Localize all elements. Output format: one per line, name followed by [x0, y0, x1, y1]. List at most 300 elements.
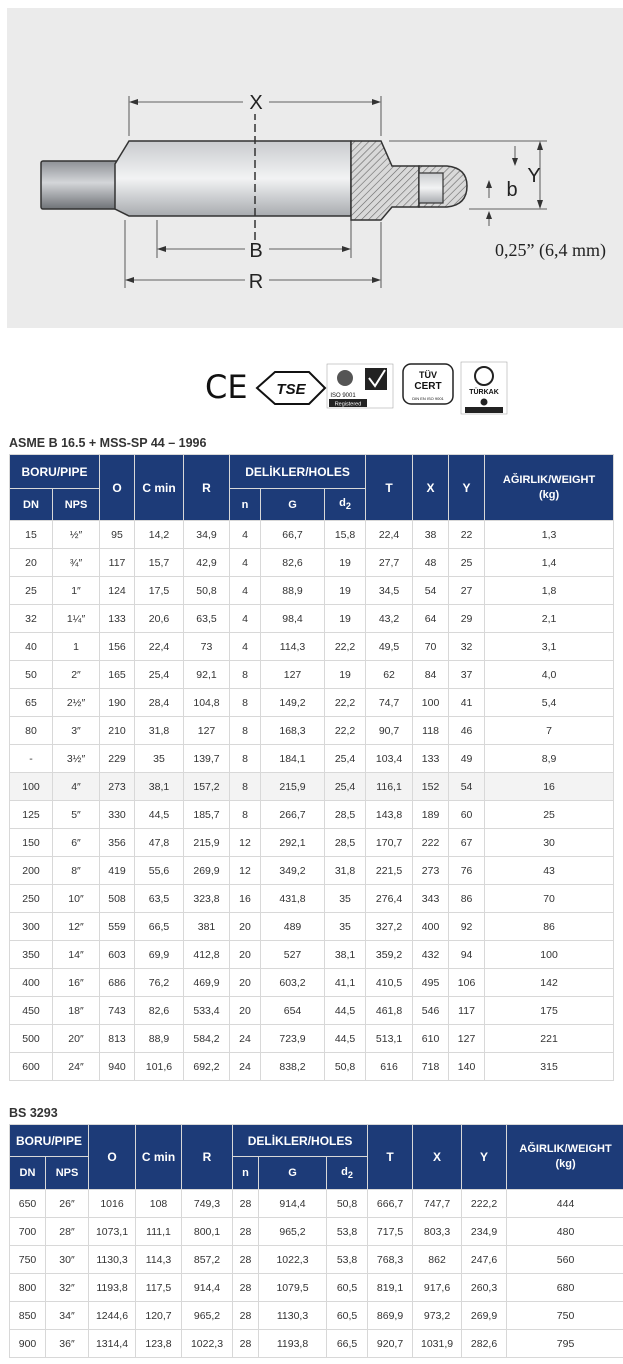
table-cell: 65 [10, 689, 52, 716]
table-cell: 432 [413, 941, 448, 968]
table-cell: 117 [449, 997, 484, 1024]
table-cell: 108 [136, 1190, 181, 1217]
table-cell: 60,5 [327, 1274, 367, 1301]
table-cell: 500 [10, 1025, 52, 1052]
table-cell: 527 [261, 941, 324, 968]
table-cell: 813 [100, 1025, 134, 1052]
table-cell: 60 [449, 801, 484, 828]
table-row [10, 829, 613, 856]
table-cell: 40 [10, 633, 52, 660]
table-cell: 900 [10, 1330, 45, 1357]
svg-text:TSE: TSE [276, 381, 306, 398]
table-cell: 8 [230, 717, 260, 744]
table-cell: 69,9 [135, 941, 183, 968]
table-cell: 16 [230, 885, 260, 912]
table-cell: 600 [10, 1053, 52, 1080]
table-cell: 1244,6 [89, 1302, 135, 1329]
table-cell: 190 [100, 689, 134, 716]
table-row [10, 801, 613, 828]
table-cell: 18″ [53, 997, 99, 1024]
svg-text:DIN EN ISO 9001: DIN EN ISO 9001 [412, 396, 444, 401]
table-cell: 66,5 [135, 913, 183, 940]
table-cell: 32 [10, 605, 52, 632]
table-row [10, 605, 613, 632]
table-cell: 42,9 [184, 549, 229, 576]
dimension-table-bs [9, 1124, 623, 1358]
header-g: G [259, 1157, 326, 1189]
table-cell: 444 [507, 1190, 623, 1217]
table-cell: 8 [230, 689, 260, 716]
table-cell: 4″ [53, 773, 99, 800]
table-cell: 50,8 [184, 577, 229, 604]
table-cell: 330 [100, 801, 134, 828]
table-cell: 22,4 [135, 633, 183, 660]
header-dn: DN [10, 1157, 45, 1189]
table-cell: 450 [10, 997, 52, 1024]
table-cell: 819,1 [368, 1274, 412, 1301]
table-cell: 98,4 [261, 605, 324, 632]
certification-logos [197, 356, 523, 422]
table-cell: 30″ [46, 1246, 88, 1273]
table-cell: 1193,8 [89, 1274, 135, 1301]
table-row [10, 1274, 623, 1301]
table-cell: 4 [230, 577, 260, 604]
table-row [10, 745, 613, 772]
table-cell: ¾″ [53, 549, 99, 576]
table-cell: 36″ [46, 1330, 88, 1357]
table-cell: 4 [230, 605, 260, 632]
table-cell: 25 [449, 549, 484, 576]
table-cell: 686 [100, 969, 134, 996]
header-x: X [413, 1125, 461, 1189]
table-cell: 54 [413, 577, 448, 604]
table-cell: 800 [10, 1274, 45, 1301]
table-cell: 189 [413, 801, 448, 828]
header-holes: DELİKLER/HOLES [230, 455, 365, 488]
table-cell: 650 [10, 1190, 45, 1217]
header-nps: NPS [53, 489, 99, 520]
table-cell: 1,3 [485, 521, 613, 548]
svg-text:TÜRKAK: TÜRKAK [469, 389, 499, 396]
table-cell: 25,4 [135, 661, 183, 688]
table-cell: 795 [507, 1330, 623, 1357]
table-cell: 857,2 [182, 1246, 232, 1273]
flange-body [115, 141, 351, 216]
table-cell: 200 [10, 857, 52, 884]
table-cell: 28,4 [135, 689, 183, 716]
table-cell: 82,6 [261, 549, 324, 576]
table-cell: 6″ [53, 829, 99, 856]
table-cell: 140 [449, 1053, 484, 1080]
table-cell: 114,3 [261, 633, 324, 660]
table-cell: 62 [366, 661, 412, 688]
svg-text:TÜV: TÜV [419, 370, 437, 380]
table-cell: 8 [230, 661, 260, 688]
table-cell: 22,4 [366, 521, 412, 548]
table-cell: 150 [10, 829, 52, 856]
iso-9001-logo-icon [327, 364, 393, 408]
table-cell: 343 [413, 885, 448, 912]
table-cell: 1 [53, 633, 99, 660]
table-cell: 800,1 [182, 1218, 232, 1245]
table-cell: 28,5 [325, 829, 365, 856]
table-cell: 12 [230, 857, 260, 884]
table-cell: 17,5 [135, 577, 183, 604]
table-cell: - [10, 745, 52, 772]
table-cell: 32 [449, 633, 484, 660]
header-weight-unit: (kg) [538, 488, 560, 501]
table-cell: 850 [10, 1302, 45, 1329]
table-cell: 431,8 [261, 885, 324, 912]
header-weight-unit: (kg) [555, 1158, 576, 1170]
svg-text:ISO 9001: ISO 9001 [330, 393, 356, 399]
table-cell: 76 [449, 857, 484, 884]
table-cell: 266,7 [261, 801, 324, 828]
table-row [10, 1190, 623, 1217]
table-cell: 28 [233, 1190, 258, 1217]
table-row [10, 577, 613, 604]
svg-text:CE: CE [205, 368, 248, 406]
table-cell: 222,2 [462, 1190, 506, 1217]
table-cell: 27,7 [366, 549, 412, 576]
table-cell: 15,7 [135, 549, 183, 576]
table-cell: 616 [366, 1053, 412, 1080]
table-cell: 400 [413, 913, 448, 940]
table-cell: 63,5 [184, 605, 229, 632]
header-o: O [100, 455, 134, 520]
table-cell: 22,2 [325, 633, 365, 660]
table-cell: 53,8 [327, 1246, 367, 1273]
table-cell: 95 [100, 521, 134, 548]
table-cell: 666,7 [368, 1190, 412, 1217]
table-cell: 914,4 [182, 1274, 232, 1301]
header-r: R [182, 1125, 232, 1189]
table-cell: 82,6 [135, 997, 183, 1024]
table-cell: 92 [449, 913, 484, 940]
table-cell: 64 [413, 605, 448, 632]
table-cell: 495 [413, 969, 448, 996]
table-title-asme: ASME B 16.5 + MSS-SP 44 – 1996 [9, 436, 207, 450]
table-cell: 143,8 [366, 801, 412, 828]
table-cell: 88,9 [135, 1025, 183, 1052]
table-cell: 70 [485, 885, 613, 912]
table-cell: 50 [10, 661, 52, 688]
header-g: G [261, 489, 324, 520]
table-cell: 48 [413, 549, 448, 576]
table-cell: 127 [261, 661, 324, 688]
tuv-cert-logo-icon [403, 364, 453, 404]
table-cell: 276,4 [366, 885, 412, 912]
table-cell: 25 [10, 577, 52, 604]
table-cell: 234,9 [462, 1218, 506, 1245]
table-cell: 610 [413, 1025, 448, 1052]
table-cell: 323,8 [184, 885, 229, 912]
table-cell: 100 [413, 689, 448, 716]
table-cell: 170,7 [366, 829, 412, 856]
table-row [10, 773, 613, 800]
label-bore: B [249, 240, 263, 262]
header-nps: NPS [46, 1157, 88, 1189]
table-cell: 350 [10, 941, 52, 968]
table-cell: 920,7 [368, 1330, 412, 1357]
label-b: b [506, 179, 518, 201]
table-cell: 25,4 [325, 745, 365, 772]
turkak-logo-icon [461, 362, 507, 414]
table-cell: 47,8 [135, 829, 183, 856]
table-row [10, 661, 613, 688]
table-cell: 489 [261, 913, 324, 940]
table-cell: 114,3 [136, 1246, 181, 1273]
table-cell: 461,8 [366, 997, 412, 1024]
table-cell: 55,6 [135, 857, 183, 884]
table-cell: 480 [507, 1218, 623, 1245]
table-cell: 20 [230, 941, 260, 968]
table-cell: 22,2 [325, 717, 365, 744]
table-title-bs: BS 3293 [9, 1106, 58, 1120]
table-cell: 175 [485, 997, 613, 1024]
table-cell: 38,1 [135, 773, 183, 800]
table-body-bs [10, 1190, 623, 1357]
table-cell: 14,2 [135, 521, 183, 548]
table-cell: 156 [100, 633, 134, 660]
table-cell: 20 [230, 997, 260, 1024]
table-cell: 560 [507, 1246, 623, 1273]
table-cell: 914,4 [259, 1190, 326, 1217]
table-cell: 125 [10, 801, 52, 828]
dimension-table-asme [9, 454, 614, 1081]
table-cell: 26″ [46, 1190, 88, 1217]
table-cell: 359,2 [366, 941, 412, 968]
table-cell: 24 [230, 1025, 260, 1052]
table-cell: 412,8 [184, 941, 229, 968]
table-cell: 16″ [53, 969, 99, 996]
table-cell: 157,2 [184, 773, 229, 800]
table-cell: 260,3 [462, 1274, 506, 1301]
label-r: R [248, 271, 264, 293]
table-cell: 508 [100, 885, 134, 912]
header-n: n [230, 489, 260, 520]
table-cell: 749,3 [182, 1190, 232, 1217]
table-cell: 38 [413, 521, 448, 548]
table-cell: 35 [325, 913, 365, 940]
table-cell: 1016 [89, 1190, 135, 1217]
table-cell: 8 [230, 773, 260, 800]
header-holes: DELİKLER/HOLES [233, 1125, 367, 1156]
table-cell: 34,5 [366, 577, 412, 604]
table-cell: 28″ [46, 1218, 88, 1245]
table-cell: 803,3 [413, 1218, 461, 1245]
header-t: T [368, 1125, 412, 1189]
table-cell: 86 [485, 913, 613, 940]
table-cell: 4 [230, 521, 260, 548]
table-cell: 410,5 [366, 969, 412, 996]
table-cell: 76,2 [135, 969, 183, 996]
table-cell: 29 [449, 605, 484, 632]
table-cell: 25,4 [325, 773, 365, 800]
table-cell: 43,2 [366, 605, 412, 632]
table-cell: 215,9 [184, 829, 229, 856]
table-cell: 1079,5 [259, 1274, 326, 1301]
header-weight [507, 1125, 623, 1189]
table-cell: 3,1 [485, 633, 613, 660]
table-cell: 149,2 [261, 689, 324, 716]
table-cell: 469,9 [184, 969, 229, 996]
label-x: X [249, 92, 263, 114]
table-cell: 111,1 [136, 1218, 181, 1245]
table-body-asme [10, 521, 613, 1080]
table-cell: 15,8 [325, 521, 365, 548]
table-cell: 269,9 [462, 1302, 506, 1329]
table-cell: 1″ [53, 577, 99, 604]
table-cell: 349,2 [261, 857, 324, 884]
table-cell: 44,5 [135, 801, 183, 828]
table-row [10, 1053, 613, 1080]
table-cell: 118 [413, 717, 448, 744]
table-cell: 63,5 [135, 885, 183, 912]
table-cell: 2½″ [53, 689, 99, 716]
table-cell: 127 [449, 1025, 484, 1052]
table-cell: 1,8 [485, 577, 613, 604]
table-cell: 49,5 [366, 633, 412, 660]
table-cell: 229 [100, 745, 134, 772]
table-cell: 1¼″ [53, 605, 99, 632]
header-n: n [233, 1157, 258, 1189]
tse-logo-icon [257, 372, 325, 404]
table-cell: 768,3 [368, 1246, 412, 1273]
table-cell: 747,7 [413, 1190, 461, 1217]
table-cell: 4 [230, 633, 260, 660]
table-cell: 940 [100, 1053, 134, 1080]
header-weight-label: AĞIRLIK/WEIGHT [519, 1143, 612, 1155]
table-cell: 8″ [53, 857, 99, 884]
header-x: X [413, 455, 448, 520]
table-row [10, 1246, 623, 1273]
flange-technical-drawing [7, 8, 623, 328]
table-row [10, 885, 613, 912]
table-cell: 603,2 [261, 969, 324, 996]
table-cell: 86 [449, 885, 484, 912]
table-row [10, 689, 613, 716]
table-cell: 22 [449, 521, 484, 548]
label-raised-face-note: 0,25” (6,4 mm) [495, 240, 606, 260]
table-cell: 250 [10, 885, 52, 912]
table-cell: 381 [184, 913, 229, 940]
table-cell: 54 [449, 773, 484, 800]
table-cell: 419 [100, 857, 134, 884]
table-cell: 8 [230, 745, 260, 772]
table-cell: 31,8 [325, 857, 365, 884]
table-cell: 533,4 [184, 997, 229, 1024]
table-cell: 103,4 [366, 745, 412, 772]
table-cell: 247,6 [462, 1246, 506, 1273]
table-cell: 862 [413, 1246, 461, 1273]
header-pipe: BORU/PIPE [10, 1125, 88, 1156]
table-cell: 41,1 [325, 969, 365, 996]
table-cell: 221,5 [366, 857, 412, 884]
table-cell: 1073,1 [89, 1218, 135, 1245]
table-cell: 584,2 [184, 1025, 229, 1052]
table-cell: 90,7 [366, 717, 412, 744]
table-cell: 139,7 [184, 745, 229, 772]
table-cell: 53,8 [327, 1218, 367, 1245]
table-cell: 127 [184, 717, 229, 744]
table-cell: 222 [413, 829, 448, 856]
table-cell: 750 [507, 1302, 623, 1329]
table-cell: 123,8 [136, 1330, 181, 1357]
table-row [10, 913, 613, 940]
table-cell: 1022,3 [182, 1330, 232, 1357]
table-cell: 692,2 [184, 1053, 229, 1080]
certification-logos-svg [197, 356, 523, 422]
table-cell: 5,4 [485, 689, 613, 716]
table-cell: 31,8 [135, 717, 183, 744]
table-cell: 546 [413, 997, 448, 1024]
table-cell: 34″ [46, 1302, 88, 1329]
table-cell: 965,2 [182, 1302, 232, 1329]
table-cell: 28 [233, 1330, 258, 1357]
table-cell: 120,7 [136, 1302, 181, 1329]
header-o: O [89, 1125, 135, 1189]
table-cell: 14″ [53, 941, 99, 968]
table-cell: 30 [485, 829, 613, 856]
table-row [10, 521, 613, 548]
header-y: Y [462, 1125, 506, 1189]
table-cell: 8 [230, 801, 260, 828]
table-cell: 133 [100, 605, 134, 632]
header-y: Y [449, 455, 484, 520]
table-cell: 700 [10, 1218, 45, 1245]
table-row [10, 1025, 613, 1052]
header-r: R [184, 455, 229, 520]
table-cell: 50,8 [325, 1053, 365, 1080]
table-cell: 300 [10, 913, 52, 940]
table-row [10, 1330, 623, 1357]
flange-section [351, 141, 419, 220]
table-cell: 269,9 [184, 857, 229, 884]
table-cell: 3½″ [53, 745, 99, 772]
table-cell: 603 [100, 941, 134, 968]
table-cell: 28 [233, 1274, 258, 1301]
table-cell: 2,1 [485, 605, 613, 632]
table-cell: 400 [10, 969, 52, 996]
table-cell: 743 [100, 997, 134, 1024]
table-cell: 152 [413, 773, 448, 800]
table-cell: 67 [449, 829, 484, 856]
table-cell: 215,9 [261, 773, 324, 800]
table-cell: 100 [485, 941, 613, 968]
table-cell: 973,2 [413, 1302, 461, 1329]
table-cell: 37 [449, 661, 484, 688]
table-cell: 20 [230, 969, 260, 996]
table-cell: 1314,4 [89, 1330, 135, 1357]
table-cell: 282,6 [462, 1330, 506, 1357]
table-row [10, 1302, 623, 1329]
table-row [10, 1218, 623, 1245]
table-cell: 117 [100, 549, 134, 576]
table-cell: 3″ [53, 717, 99, 744]
table-cell: 84 [413, 661, 448, 688]
table-cell: 16 [485, 773, 613, 800]
table-cell: 315 [485, 1053, 613, 1080]
table-cell: 750 [10, 1246, 45, 1273]
table-cell: 44,5 [325, 1025, 365, 1052]
table-cell: 88,9 [261, 577, 324, 604]
table-cell: 273 [413, 857, 448, 884]
table-cell: 654 [261, 997, 324, 1024]
table-cell: 24 [230, 1053, 260, 1080]
table-row [10, 717, 613, 744]
table-cell: 184,1 [261, 745, 324, 772]
